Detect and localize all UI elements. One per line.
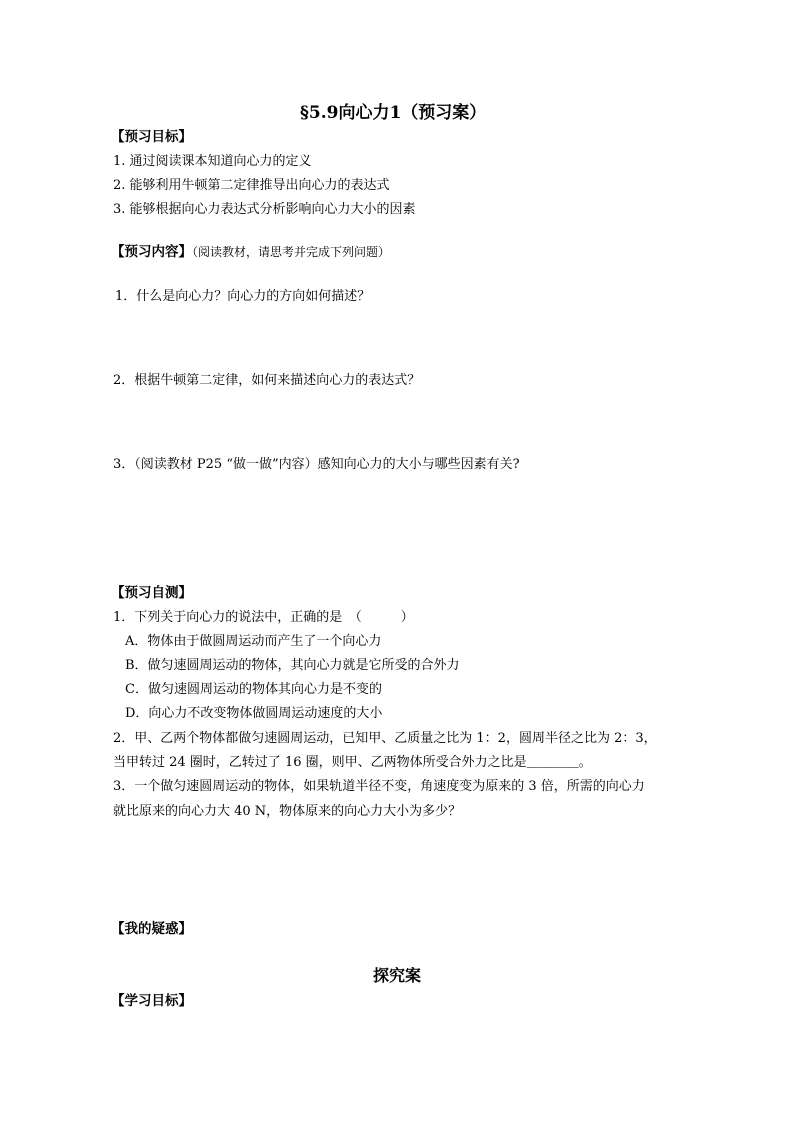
selftest-question-3-line1: 3．一个做匀速圆周运动的物体，如果轨道半径不变，角速度变为原来的 3 倍，所需的向心力 xyxy=(113,779,645,794)
content-question-1: 1．什么是向心力？向心力的方向如何描述？ xyxy=(115,289,371,304)
goal-item-2: 2. 能够利用牛顿第二定律推导出向心力的表达式 xyxy=(113,178,390,193)
content-heading-line xyxy=(111,240,390,260)
goals-heading: 【预习目标】 xyxy=(111,129,192,145)
content-heading: 【预习内容】 xyxy=(111,244,192,260)
selftest-option-d: D．向心力不改变物体做圆周运动速度的大小 xyxy=(125,706,383,721)
selftest-heading: 【预习自测】 xyxy=(111,585,192,601)
selftest-question-2-line1: 2．甲、乙两个物体都做匀速圆周运动，已知甲、乙质量之比为 1：2，圆周半径之比为 2：3， xyxy=(113,731,657,746)
goal-item-1: 1. 通过阅读课本知道向心力的定义 xyxy=(113,154,312,169)
goal-item-3: 3. 能够根据向心力表达式分析影响向心力大小的因素 xyxy=(113,202,416,217)
page-title: §5.9向心力1（预习案） xyxy=(300,103,487,123)
content-question-2: 2．根据牛顿第二定律，如何来描述向心力的表达式？ xyxy=(113,373,421,388)
selftest-question-3-line2: 就比原来的向心力大 40 N，物体原来的向心力大小为多少？ xyxy=(113,804,462,819)
doubts-heading: 【我的疑惑】 xyxy=(111,921,192,937)
selftest-question-1: 1．下列关于向心力的说法中，正确的是 （ ） xyxy=(113,610,414,625)
content-note: （阅读教材，请思考并完成下列问题） xyxy=(192,245,391,259)
selftest-option-a: A．物体由于做圆周运动而产生了一个向心力 xyxy=(125,634,382,649)
selftest-question-2-line2: 当甲转过 24 圈时，乙转过了 16 圈，则甲、乙两物体所受合外力之比是＿＿＿＿。 xyxy=(113,755,592,770)
explore-goals-heading: 【学习目标】 xyxy=(111,993,192,1009)
selftest-option-c: C．做匀速圆周运动的物体其向心力是不变的 xyxy=(125,682,382,697)
selftest-option-b: B．做匀速圆周运动的物体，其向心力就是它所受的合外力 xyxy=(125,658,460,673)
content-question-3: 3．（阅读教材 P25 “做一做”内容）感知向心力的大小与哪些因素有关? xyxy=(113,457,520,472)
explore-title: 探究案 xyxy=(373,966,422,985)
